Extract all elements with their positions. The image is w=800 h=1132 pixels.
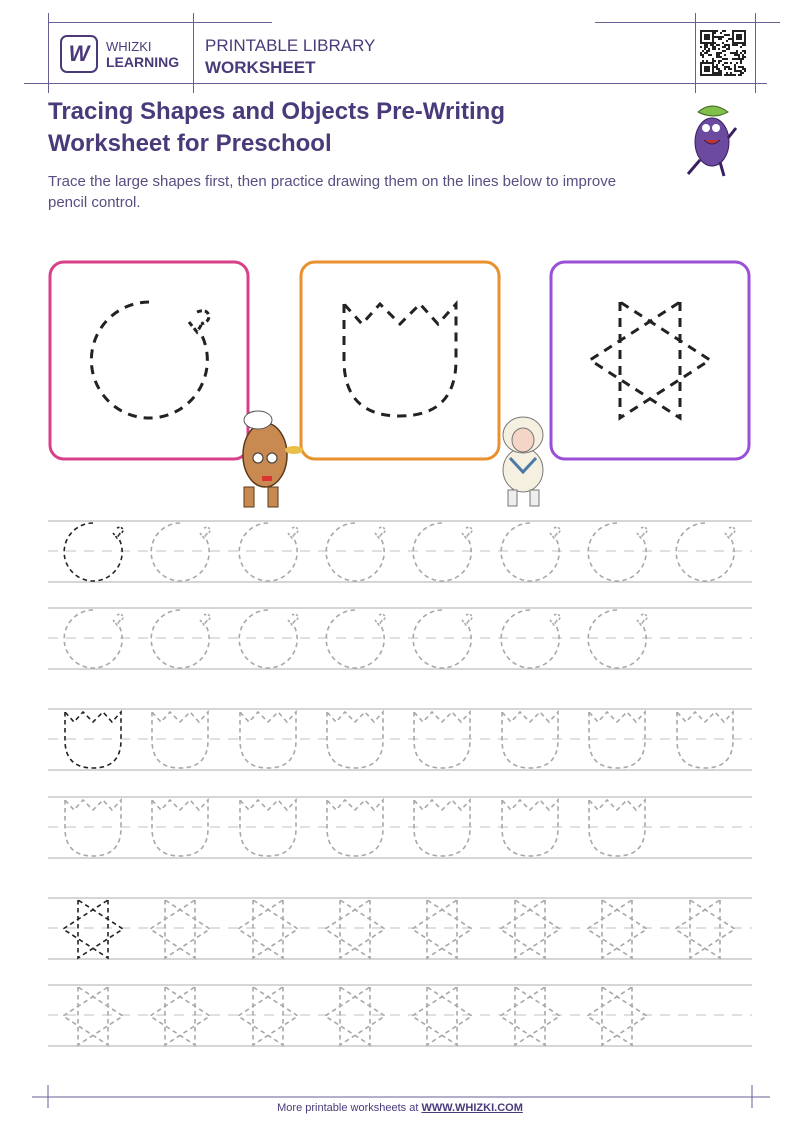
light-tulip-trace[interactable] [677, 712, 733, 768]
light-tulip-trace[interactable] [327, 712, 383, 768]
dark-tulip-trace[interactable] [65, 712, 121, 768]
light-circle-trace[interactable] [151, 610, 210, 668]
shape-card-star [551, 262, 749, 459]
light-star-trace[interactable] [500, 900, 560, 958]
dark-circle-trace[interactable] [64, 523, 123, 581]
light-star-trace[interactable] [238, 987, 298, 1045]
light-tulip-trace[interactable] [414, 712, 470, 768]
light-circle-trace[interactable] [676, 523, 735, 581]
light-tulip-trace[interactable] [240, 800, 296, 856]
light-tulip-trace[interactable] [152, 712, 208, 768]
light-star-trace[interactable] [63, 987, 123, 1045]
footer-label: More printable worksheets at [277, 1102, 422, 1114]
light-circle-trace[interactable] [151, 523, 210, 581]
shape-card-circle [50, 262, 248, 459]
light-star-trace[interactable] [325, 987, 385, 1045]
library-label: PRINTABLE LIBRARY [205, 36, 376, 55]
brand-name-line1: WHIZKI [106, 39, 152, 54]
light-circle-trace[interactable] [501, 610, 560, 668]
practice-row-star [48, 898, 752, 959]
light-tulip-trace[interactable] [589, 712, 645, 768]
practice-row-tulip [48, 709, 752, 770]
light-star-trace[interactable] [412, 987, 472, 1045]
light-tulip-trace[interactable] [502, 712, 558, 768]
logo-letter: W [68, 41, 90, 66]
light-circle-trace[interactable] [588, 610, 647, 668]
light-circle-trace[interactable] [413, 610, 472, 668]
sheep-mascot-icon [503, 417, 543, 506]
light-circle-trace[interactable] [501, 523, 560, 581]
light-tulip-trace[interactable] [240, 712, 296, 768]
light-tulip-trace[interactable] [502, 800, 558, 856]
shape-card-tulip [301, 262, 499, 459]
brand-name-line2: LEARNING [106, 54, 180, 70]
light-star-trace[interactable] [587, 900, 647, 958]
light-tulip-trace[interactable] [589, 800, 645, 856]
light-star-trace[interactable] [150, 987, 210, 1045]
light-star-trace[interactable] [238, 900, 298, 958]
dark-star-trace[interactable] [63, 900, 123, 958]
light-star-trace[interactable] [675, 900, 735, 958]
light-tulip-trace[interactable] [152, 800, 208, 856]
light-circle-trace[interactable] [588, 523, 647, 581]
practice-row-tulip [48, 797, 752, 858]
page-title: Tracing Shapes and Objects Pre-Writing Worksheet for Preschool [48, 98, 505, 157]
light-circle-trace[interactable] [326, 610, 385, 668]
website-link[interactable]: WWW.WHIZKI.COM [421, 1102, 523, 1114]
light-star-trace[interactable] [325, 900, 385, 958]
practice-row-circle [48, 521, 752, 582]
light-star-trace[interactable] [412, 900, 472, 958]
practice-row-circle [48, 608, 752, 669]
footer [0, 1102, 800, 1114]
light-tulip-trace[interactable] [414, 800, 470, 856]
light-circle-trace[interactable] [239, 523, 298, 581]
light-circle-trace[interactable] [64, 610, 123, 668]
worksheet-label: WORKSHEET [205, 58, 316, 77]
light-star-trace[interactable] [150, 900, 210, 958]
light-star-trace[interactable] [500, 987, 560, 1045]
light-tulip-trace[interactable] [65, 800, 121, 856]
light-tulip-trace[interactable] [327, 800, 383, 856]
light-circle-trace[interactable] [326, 523, 385, 581]
light-star-trace[interactable] [587, 987, 647, 1045]
potato-chef-mascot-icon [243, 411, 303, 507]
practice-row-star [48, 985, 752, 1046]
eggplant-mascot-icon [688, 106, 736, 176]
instructions: Trace the large shapes first, then practice drawing them on the lines below to improve pencil control. [48, 173, 617, 211]
light-circle-trace[interactable] [413, 523, 472, 581]
light-circle-trace[interactable] [239, 610, 298, 668]
